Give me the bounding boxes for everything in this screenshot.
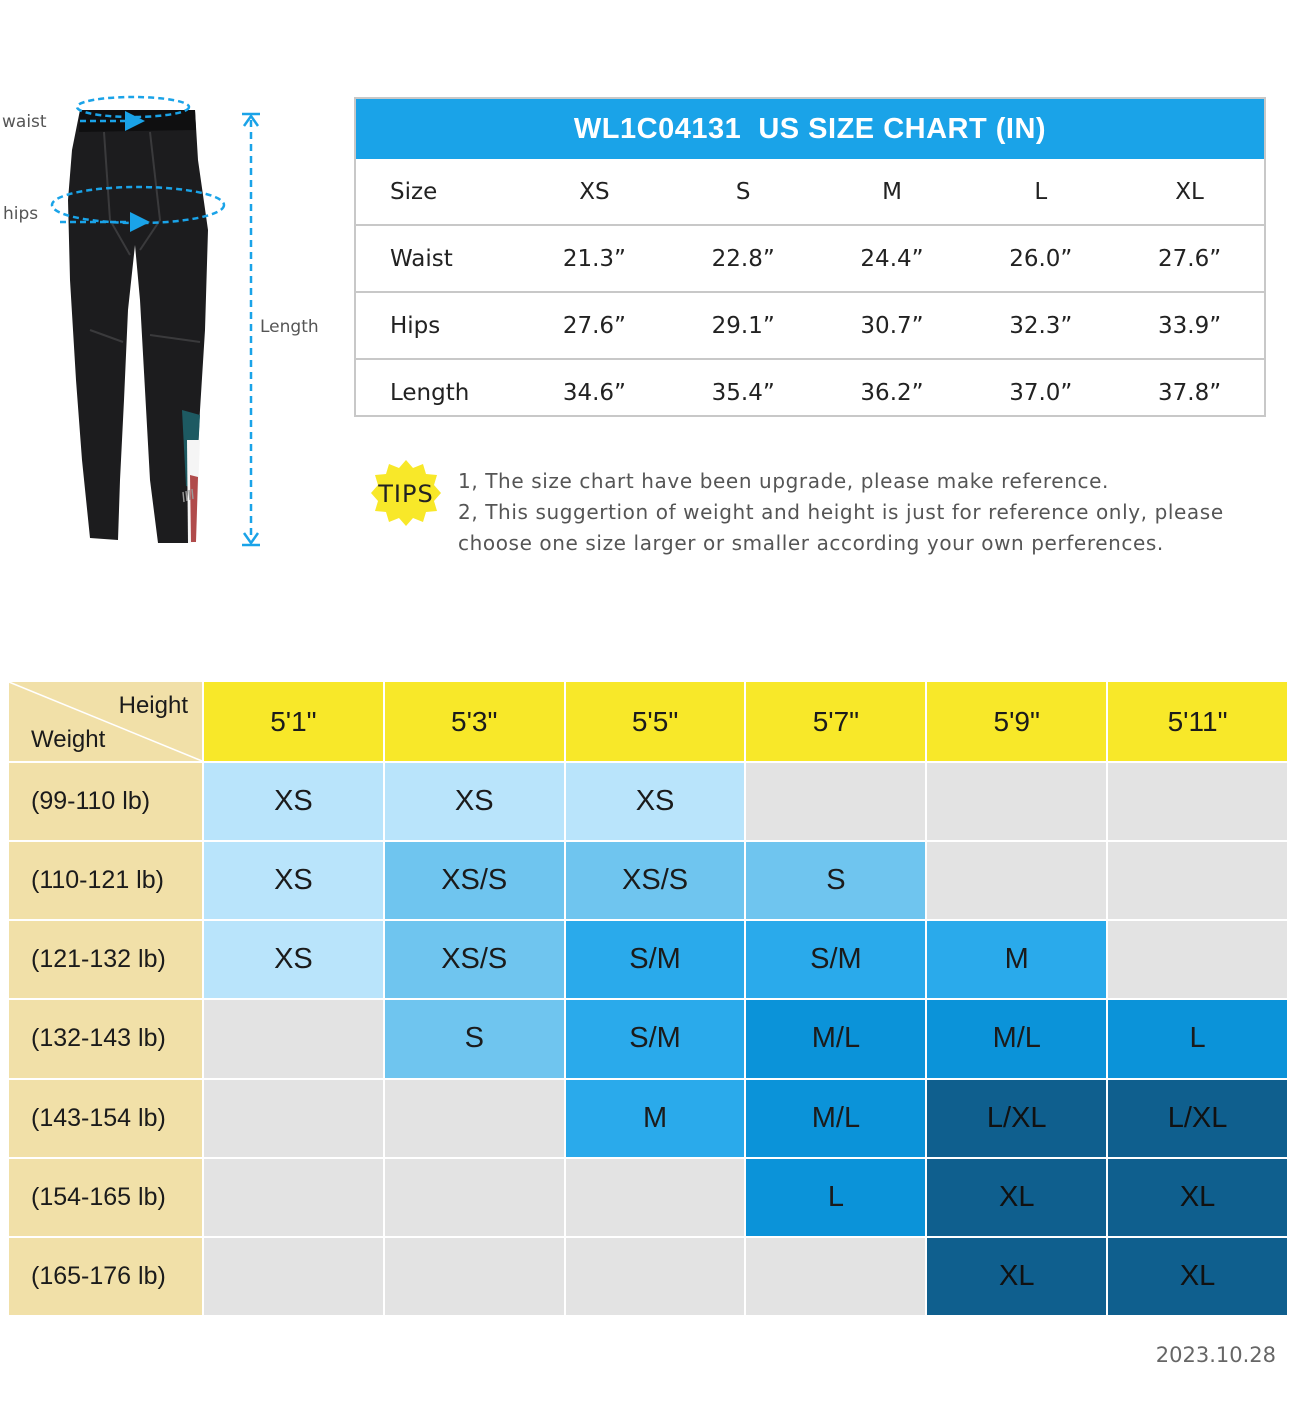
tip-line: 1, The size chart have been upgrade, please make reference. [458,469,1109,493]
empty-cell [1108,921,1287,998]
height-header: 5'5" [566,682,745,761]
table-row [356,359,1264,425]
size-cell: XS [204,763,383,840]
column-header: Size [356,159,520,225]
table-cell: 37.0” [1009,379,1073,406]
table-cell: 34.6” [562,379,626,406]
size-cell: L [1108,1000,1287,1077]
tip-line: choose one size larger or smaller according your own perferences. [458,531,1164,555]
column-header: XL [1115,159,1264,225]
tips-label: TIPS [378,480,434,508]
table-cell: 32.3” [966,292,1115,359]
size-cell: L [746,1159,925,1236]
size-cell: XL [1108,1159,1287,1236]
weight-header: (165-176 lb) [9,1238,202,1315]
grid-corner [9,682,202,761]
empty-cell [746,1238,925,1315]
height-header: 5'9" [927,682,1106,761]
table-cell: 24.4” [818,225,967,292]
size-cell: M/L [746,1000,925,1077]
length-label: Length [260,317,319,337]
table-cell: 27.6” [1115,225,1264,292]
weight-header: (143-154 lb) [9,1080,202,1157]
size-cell: S [746,842,925,919]
row-label: Waist [356,225,520,292]
size-chart-table [356,159,1264,425]
pants-illustration [0,80,340,560]
empty-cell [1108,842,1287,919]
empty-cell [385,1080,564,1157]
size-cell: XS/S [385,921,564,998]
table-cell: 21.3” [520,225,669,292]
weight-header: (110-121 lb) [9,842,202,919]
size-cell: S/M [566,921,745,998]
size-cell: M [927,921,1106,998]
size-cell: XS [204,842,383,919]
empty-cell [204,1159,383,1236]
empty-cell [746,763,925,840]
size-cell: XL [1108,1238,1287,1315]
table-cell: 37.8” [1158,379,1222,406]
weight-header: (154-165 lb) [9,1159,202,1236]
table-cell: 35.4” [711,379,775,406]
size-cell: M/L [927,1000,1106,1077]
size-cell: M [566,1080,745,1157]
size-cell: L/XL [1108,1080,1287,1157]
weight-header: (121-132 lb) [9,921,202,998]
table-cell: 36.2” [860,379,924,406]
tip-line: 2, This suggertion of weight and height is just for reference only, please [458,500,1224,524]
column-header: XS [520,159,669,225]
size-cell: XL [927,1238,1106,1315]
chart-date: 2023.10.28 [1155,1343,1276,1367]
height-axis-label: Height [118,692,188,719]
empty-cell [927,763,1106,840]
column-header: L [966,159,1115,225]
table-cell: 27.6” [520,292,669,359]
size-cell: S/M [746,921,925,998]
size-chart-header-row [356,159,1264,225]
weight-axis-label: Weight [31,726,106,753]
column-header: M [818,159,967,225]
height-weight-size-grid [9,682,1287,1315]
table-row [356,225,1264,292]
column-header: S [669,159,818,225]
empty-cell [385,1238,564,1315]
table-row [356,292,1264,359]
empty-cell [204,1238,383,1315]
weight-header: (99-110 lb) [9,763,202,840]
size-cell: XL [927,1159,1106,1236]
tips-text [458,466,1278,559]
empty-cell [566,1159,745,1236]
size-cell: L/XL [927,1080,1106,1157]
waist-label: waist [2,112,47,132]
empty-cell [204,1080,383,1157]
us-size-chart [354,97,1266,417]
table-cell: 30.7” [818,292,967,359]
height-header: 5'1" [204,682,383,761]
table-cell: 29.1” [669,292,818,359]
weight-header: (132-143 lb) [9,1000,202,1077]
hips-label: hips [3,204,39,224]
row-label: Length [390,379,470,406]
row-label: Hips [356,292,520,359]
empty-cell [566,1238,745,1315]
size-cell: S/M [566,1000,745,1077]
height-header: 5'7" [746,682,925,761]
empty-cell [385,1159,564,1236]
empty-cell [927,842,1106,919]
size-cell: XS [566,763,745,840]
size-cell: XS [385,763,564,840]
empty-cell [204,1000,383,1077]
table-cell: 26.0” [966,225,1115,292]
height-header: 5'11" [1108,682,1287,761]
table-cell: 33.9” [1115,292,1264,359]
empty-cell [1108,763,1287,840]
tips-badge [370,458,442,528]
size-cell: S [385,1000,564,1077]
size-cell: M/L [746,1080,925,1157]
size-chart-title: WL1C04131 US SIZE CHART (IN) [356,99,1264,159]
table-cell: 22.8” [669,225,818,292]
height-header: 5'3" [385,682,564,761]
size-cell: XS/S [566,842,745,919]
size-cell: XS [204,921,383,998]
size-cell: XS/S [385,842,564,919]
